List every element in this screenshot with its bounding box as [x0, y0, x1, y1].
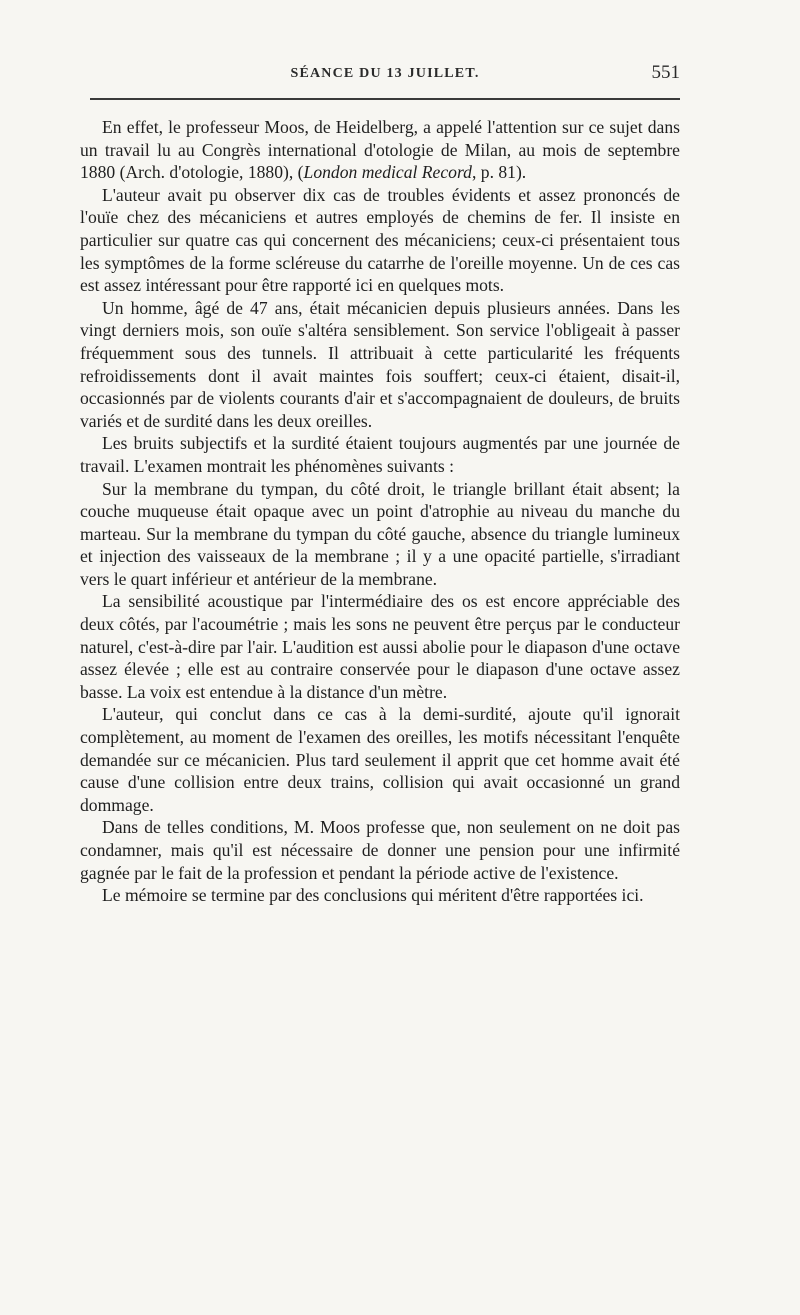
paragraph-1-citation-end: , p. 81).	[471, 162, 527, 183]
paragraph-5: Sur la membrane du tympan, du côté droit, le triangle brillant était absent; la couche muqueuse était opaque avec un point d'atrophie au niveau du manche du marteau. Sur la membrane du tympan du côté gauche, absence du triangle lumineux et injection des vaisseaux de la membrane ; il y a une opacité partielle, s'irradiant vers le quart inférieur et antérieur de la membrane.	[80, 478, 680, 589]
paragraph-8: Dans de telles conditions, M. Moos professe que, non seulement on ne doit pas condamner, mais qu'il est nécessaire de donner une pension pour une infirmité gagnée par le fait de la profession et pendant la période active de l'existence.	[80, 817, 680, 883]
header-rule	[90, 98, 680, 100]
paragraph-1-text: En effet, le professeur Moos, de Heidelberg, a appelé l'attention sur ce sujet dans un travail lu au Congrès international d'otologie de Milan, au mois de septembre 1880 (Arch. d'otologie, 1880), (	[80, 117, 680, 183]
paragraph-3: Un homme, âgé de 47 ans, était mécanicien depuis plusieurs années. Dans les vingt derniers mois, son ouïe s'altéra sensiblement. Son service l'obligeait à passer fréquemment sous des tunnels. Il attribuait à cette particularité les fréquents refroidissements dont il avait maintes fois souffert; ceux-ci étaient, disait-il, occasionnés par de violents courants d'air et s'accompagnaient de douleurs, de bruits variés et de surdité dans les deux oreilles.	[80, 297, 680, 431]
page-number: 551	[651, 62, 680, 83]
paragraph-2: L'auteur avait pu observer dix cas de troubles évidents et assez prononcés de l'ouïe chez des mécaniciens et autres employés de chemins de fer. Il insiste en particulier sur quatre cas qui concernent des mécaniciens; ceux-ci présentaient tous les symptômes de la forme scléreuse du catarrhe de l'oreille moyenne. Un de ces cas est assez intéressant pour être rapporté ici en quelques mots.	[80, 184, 680, 296]
running-header	[90, 62, 680, 86]
running-title: SÉANCE DU 13 JUILLET.	[290, 66, 480, 81]
journal-title-italic: London medical Record	[303, 162, 472, 183]
paragraph-7: L'auteur, qui conclut dans ce cas à la demi-surdité, ajoute qu'il ignorait complètement, au moment de l'examen des oreilles, les motifs nécessitant l'enquête demandée sur ce mécanicien. Plus tard seulement il apprit que cet homme avait été cause d'une collision entre deux trains, collision qui avait occasionné un grand dommage.	[80, 704, 680, 815]
body-text	[80, 116, 680, 907]
paragraph-9: Le mémoire se termine par des conclusions qui méritent d'être rapportées ici.	[102, 885, 644, 906]
paragraph-4: Les bruits subjectifs et la surdité étaient toujours augmentés par une journée de travail. L'examen montrait les phénomènes suivants :	[80, 433, 680, 476]
paragraph-6: La sensibilité acoustique par l'intermédiaire des os est encore appréciable des deux côtés, par l'acoumétrie ; mais les sons ne peuvent être perçus par le conducteur naturel, c'est-à-dire par l'air. L'audition est aussi abolie pour le diapason d'une octave assez élevée ; elle est au contraire conservée pour le diapason d'une octave assez basse. La voix est entendue à la distance d'un mètre.	[80, 591, 680, 702]
paragraph-1	[80, 116, 680, 184]
